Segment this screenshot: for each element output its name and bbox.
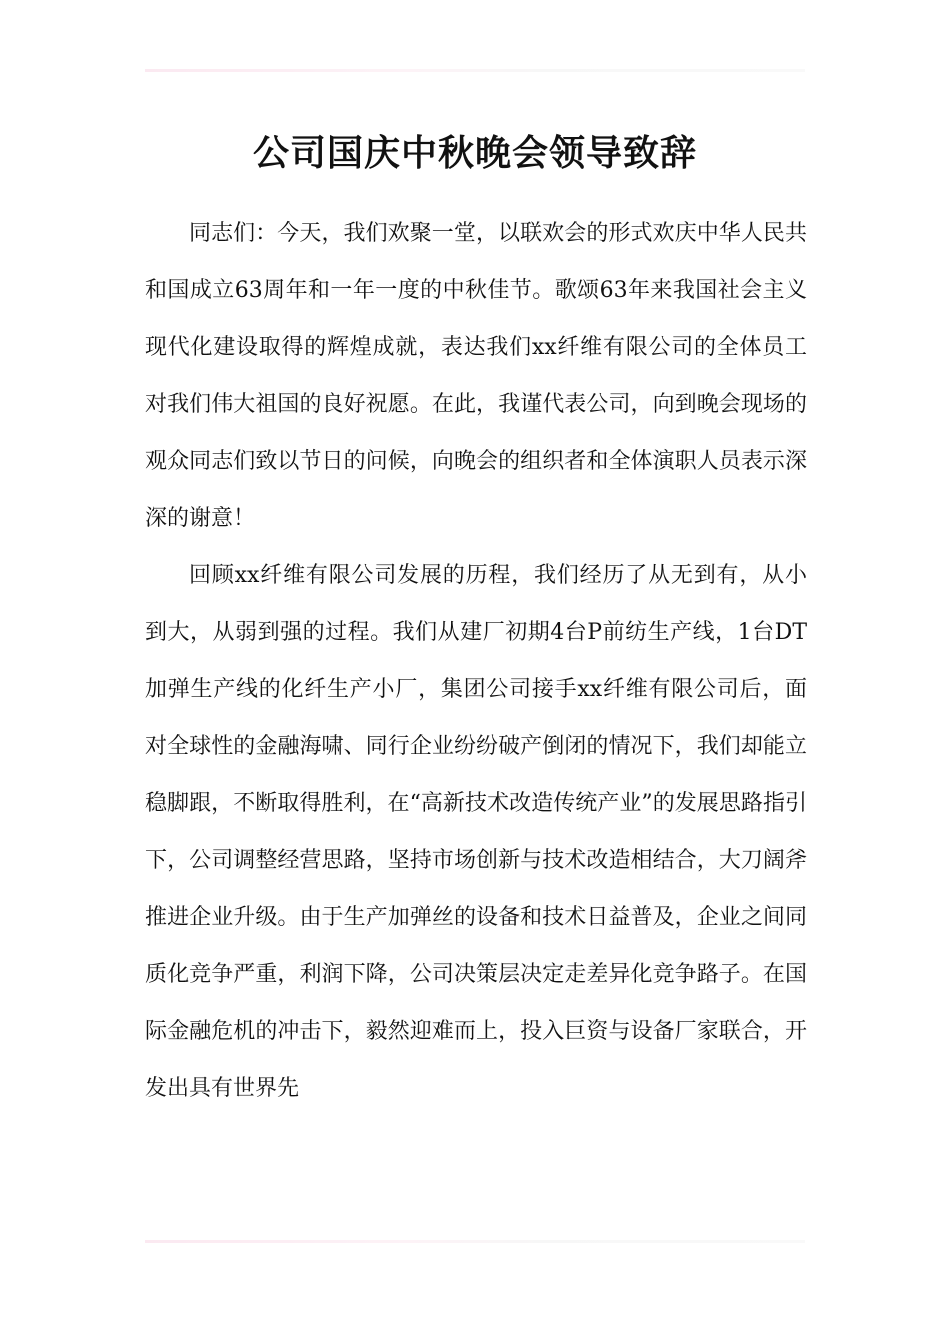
paragraph-1: 同志们：今天，我们欢聚一堂，以联欢会的形式欢庆中华人民共和国成立63周年和一年一度的中秋佳节。歌颂63年来我国社会主义现代化建设取得的辉煌成就，表达我们xx纤维有限公司的全体员工对我们伟大祖国的良好祝愿。在此，我谨代表公司，向到晚会现场的观众同志们致以节日的问候，向晚会的组织者和全体演职人员表示深深的谢意！	[145, 221, 807, 531]
footer-rule	[145, 1240, 805, 1243]
document-title: 公司国庆中秋晚会领导致辞	[252, 132, 697, 174]
document-body	[145, 205, 807, 1117]
header-rule	[145, 69, 805, 72]
paragraph-2: 回顾xx纤维有限公司发展的历程，我们经历了从无到有，从小到大，从弱到强的过程。我们从建厂初期4台P前纺生产线，1台DT加弹生产线的化纤生产小厂，集团公司接手xx纤维有限公司后，面对全球性的金融海啸、同行企业纷纷破产倒闭的情况下，我们却能立稳脚跟，不断取得胜利，在“高新技术改造传统产业”的发展思路指引下，公司调整经营思路，坚持市场创新与技术改造相结合，大刀阔斧推进企业升级。由于生产加弹丝的设备和技术日益普及，企业之间同质化竞争严重，利润下降，公司决策层决定走差异化竞争路子。在国际金融危机的冲击下，毅然迎难而上，投入巨资与设备厂家联合，开发出具有世界先	[145, 563, 807, 1101]
